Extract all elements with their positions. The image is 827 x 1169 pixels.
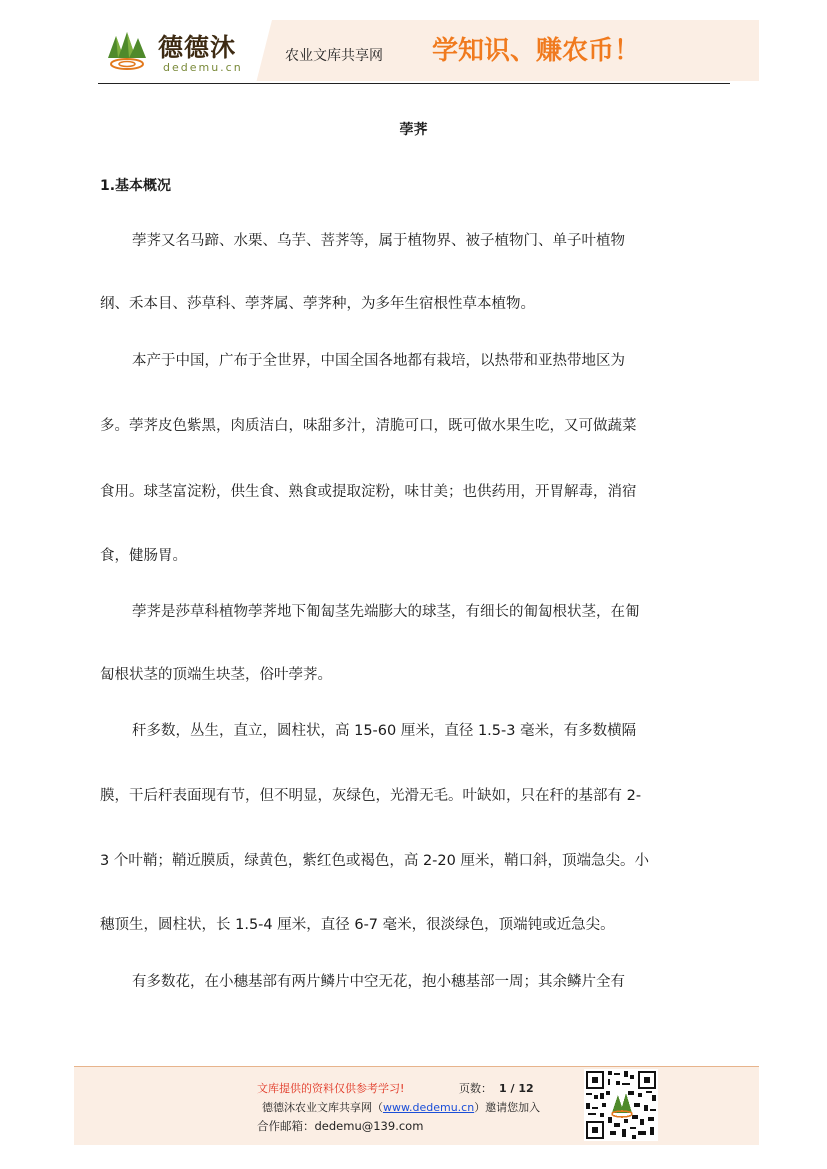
site-link[interactable]: www.dedemu.cn [383,1101,475,1114]
body-line: 穗顶生，圆柱状，长 1.5-4 厘米，直径 6-7 毫米，很淡绿色，顶端钝或近急尖。 [100,917,615,933]
logo-subtext: dedemu.cn [163,61,243,74]
footer-disclaimer: 文库提供的资料仅供参考学习! [257,1082,405,1095]
body-line: 荸荠又名马蹄、水栗、乌芋、菩荠等，属于植物界、被子植物门、单子叶植物 [132,233,625,249]
body-line: 秆多数，丛生，直立，圆柱状，高 15-60 厘米，直径 1.5-3 毫米，有多数横隔 [132,723,637,739]
document-title: 荸荠 [399,122,428,138]
body-line: 多。荸荠皮色紫黑，肉质洁白，味甜多汁，清脆可口，既可做水果生吃，又可做蔬菜 [100,418,637,434]
body-line: 膜，干后秆表面现有节，但不明显，灰绿色，光滑无毛。叶缺如，只在秆的基部有 2- [100,788,642,804]
body-line: 有多数花，在小穗基部有两片鳞片中空无花，抱小穗基部一周；其余鳞片全有 [132,974,625,990]
page-count: 1 / 12 [499,1082,534,1095]
body-line: 纲、禾本目、莎草科、荸荠属、荸荠种，为多年生宿根性草本植物。 [100,296,535,312]
body-line: 食，健肠胃。 [100,548,187,564]
slogan: 学知识、赚农币！ [432,36,641,66]
page-count-label: 页数： [459,1082,492,1095]
site-name: 农业文库共享网 [285,48,383,64]
logo-text[interactable]: 德德沐 [158,33,237,62]
footer-invite-prefix: 德德沐农业文库共享网（ [262,1101,383,1114]
body-line: 3 个叶鞘；鞘近膜质，绿黄色，紫红色或褐色，高 2-20 厘米，鞘口斜，顶端急尖。小 [100,853,649,869]
body-line: 荸荠是莎草科植物荸荠地下匍匐茎先端膨大的球茎，有细长的匍匐根状茎，在匍 [132,604,640,620]
footer-email: 合作邮箱：dedemu@139.com [257,1119,424,1133]
body-line: 食用。球茎富淀粉，供生食、熟食或提取淀粉，味甘美；也供药用，开胃解毒，消宿 [100,484,637,500]
footer-divider [74,1066,759,1067]
body-line: 本产于中国，广布于全世界，中国全国各地都有栽培，以热带和亚热带地区为 [132,353,625,369]
body-line: 匐根状茎的顶端生块茎，俗叶荸荠。 [100,667,332,683]
footer-invite-suffix: ）邀请您加入 [474,1101,541,1114]
section-heading: 1.基本概况 [100,178,172,194]
footer-invite [262,1101,540,1115]
dedemu-logo-icon[interactable] [102,28,152,74]
header-divider [98,83,730,84]
qr-code-icon[interactable] [584,1069,658,1141]
